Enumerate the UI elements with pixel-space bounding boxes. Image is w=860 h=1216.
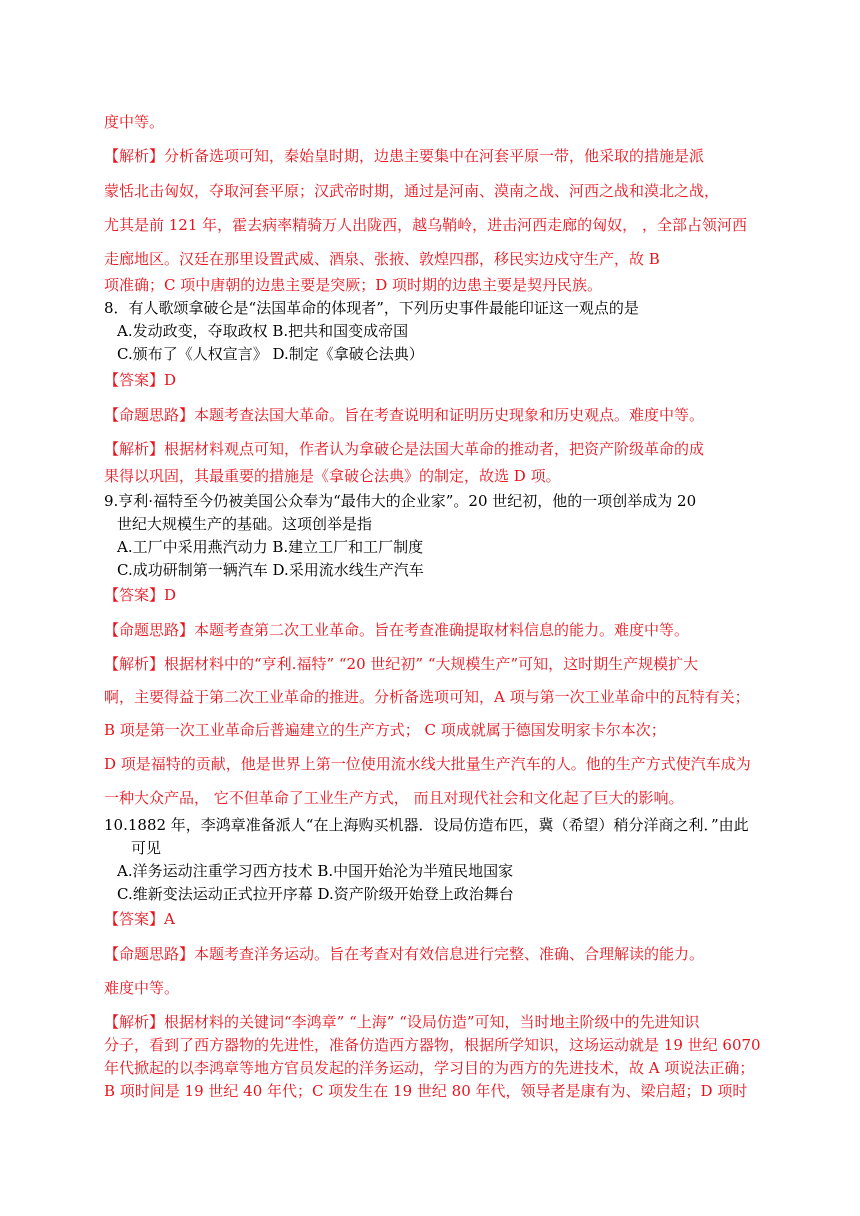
text-line: 分子，看到了西方器物的先进性，准备仿造西方器物，根据所学知识，这场运动就是 19 世纪 6070	[104, 1036, 761, 1054]
text-line: 尤其是前 121 年，霍去病率精骑万人出陇西，越乌鞘岭，进击河西走廊的匈奴， ，全部占领河西	[104, 216, 747, 234]
question-9-options-ab: A.工厂中采用燕汽动力 B.建立工厂和工厂制度	[117, 538, 424, 556]
question-8-options-ab: A.发动政变，夺取政权 B.把共和国变成帝国	[117, 322, 409, 340]
answer-label: 【答案】A	[104, 910, 175, 928]
text-line: 果得以巩固，其最重要的措施是《拿破仑法典》的制定，故选 D 项。	[104, 467, 561, 485]
text-line: 一种大众产品， 它不但革命了工业生产方式， 而且对现代社会和文化起了巨大的影响。	[104, 789, 684, 807]
question-9-stem: 9.亨利·福特至今仍被美国公众奉为“最伟大的企业家”。20 世纪初，他的一项创举成为 20	[104, 492, 697, 510]
text-line: 啊，主要得益于第二次工业革命的推进。分析备选项可知，A 项与第一次工业革命中的瓦特有关；	[104, 688, 750, 706]
text-line: 年代掀起的以李鸿章等地方官员发起的洋务运动，学习目的为西方的先进技术，故 A 项说法正确；	[104, 1059, 755, 1077]
text-line: B 项是第一次工业革命后普遍建立的生产方式； C 项成就属于德国发明家卡尔本次；	[104, 721, 666, 739]
reasoning-line: 【命题思路】本题考查洋务运动。旨在考查对有效信息进行完整、准确、合理解读的能力。	[104, 945, 705, 963]
question-8-options-cd: C.颁布了《人权宣言》 D.制定《拿破仑法典）	[117, 345, 424, 363]
text-line: D 项是福特的贡献，他是世界上第一位使用流水线大批量生产汽车的人。他的生产方式使汽车成为	[104, 755, 751, 773]
question-10-stem: 10.1882 年，李鸿章准备派人“在上海购买机器．设局仿造布匹，冀（希望）稍分洋商之利．”由此	[104, 816, 749, 834]
text-line: 蒙恬北击匈奴，夺取河套平原；汉武帝时期，通过是河南、漠南之战、河西之战和漠北之战，	[104, 182, 720, 200]
question-9-stem-cont: 世纪大规模生产的基础。这项创举是指	[117, 515, 373, 533]
reasoning-line: 【命题思路】本题考查法国大革命。旨在考查说明和证明历史现象和历史观点。难度中等。	[104, 406, 705, 424]
analysis-heading-line: 【解析】根据材料观点可知，作者认为拿破仑是法国大革命的推动者，把资产阶级革命的成	[104, 440, 705, 458]
answer-label: 【答案】D	[104, 371, 177, 389]
question-8-stem: 8．有人歌颂拿破仑是“法国革命的体现者”，下列历史事件最能印证这一观点的是	[104, 299, 639, 317]
text-line: 度中等。	[104, 113, 165, 131]
text-line: 走廊地区。汉廷在那里设置武威、酒泉、张掖、敦煌四郡，移民实边戍守生产，故 B	[104, 250, 660, 268]
question-10-options-ab: A.洋务运动注重学习西方技术 B.中国开始沦为半殖民地国家	[117, 862, 514, 880]
text-line: 项准确；C 项中唐朝的边患主要是突厥；D 项时期的边患主要是契丹民族。	[104, 276, 603, 294]
answer-label: 【答案】D	[104, 586, 177, 604]
text-line: 难度中等。	[104, 979, 180, 997]
analysis-heading-line: 【解析】分析备选项可知，秦始皇时期，边患主要集中在河套平原一带，他采取的措施是派	[104, 147, 705, 165]
text-line: B 项时间是 19 世纪 40 年代；C 项发生在 19 世纪 80 年代，领导者是康有为、梁启超；D 项时	[104, 1082, 748, 1100]
question-9-options-cd: C.成功研制第一辆汽车 D.采用流水线生产汽车	[117, 561, 424, 579]
question-10-options-cd: C.维新变法运动正式拉开序幕 D.资产阶级开始登上政治舞台	[117, 885, 514, 903]
analysis-heading-line: 【解析】根据材料中的“亨利.福特” “20 世纪初” “大规模生产”可知，这时期生产规模扩大	[104, 655, 699, 673]
question-10-stem-cont: 可见	[131, 839, 162, 857]
analysis-heading-line: 【解析】根据材料的关键词“李鸿章” “上海” “设局仿造”可知，当时地主阶级中的先进知识	[104, 1013, 700, 1031]
reasoning-line: 【命题思路】本题考查第二次工业革命。旨在考查准确提取材料信息的能力。难度中等。	[104, 621, 690, 639]
